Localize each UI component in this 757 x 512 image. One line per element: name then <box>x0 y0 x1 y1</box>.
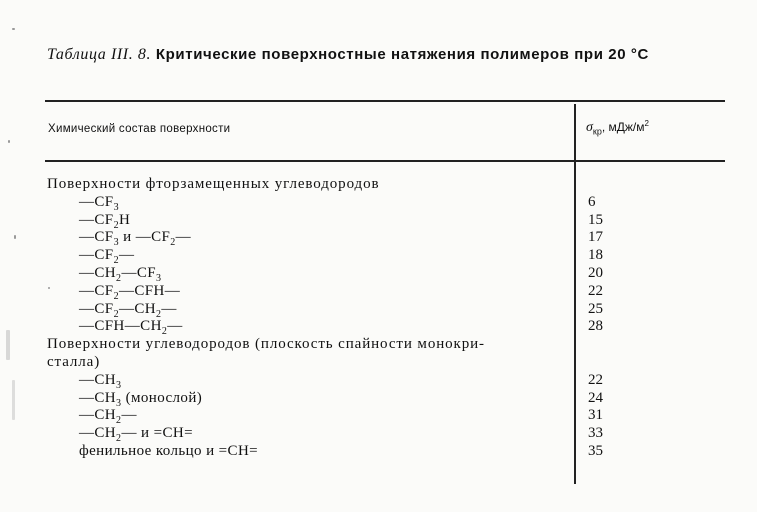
column-header-tension <box>586 119 649 136</box>
formula-subscript: 3 <box>113 237 119 249</box>
sigma-symbol: σ <box>586 120 593 135</box>
unit-text: , мДж/м <box>601 120 645 134</box>
tension-value: 17 <box>588 229 603 246</box>
composition-column <box>47 176 567 461</box>
composition-row <box>47 318 567 336</box>
tension-value: 35 <box>588 442 603 459</box>
formula-text: и —CF <box>118 229 171 246</box>
composition-row <box>47 301 567 319</box>
tension-value: 24 <box>588 389 603 406</box>
scan-speck <box>14 235 16 239</box>
formula-subscript: 2 <box>113 308 119 320</box>
composition-row <box>47 194 567 212</box>
tension-value <box>588 354 648 372</box>
formula-subscript: 2 <box>113 255 119 267</box>
formula-text: —CH <box>79 407 117 424</box>
scan-speck <box>8 140 10 143</box>
composition-row <box>47 425 567 443</box>
formula-text: —CF <box>79 300 114 317</box>
table-title: Критические поверхностные натяжения полимеров при 20 °C <box>155 46 649 63</box>
formula-subscript: 2 <box>170 237 176 249</box>
formula-subscript: 2 <box>161 326 168 338</box>
formula-subscript: 2 <box>116 415 122 427</box>
scan-speck <box>48 287 50 289</box>
tension-value: 18 <box>588 247 603 264</box>
tension-value: 20 <box>588 264 603 281</box>
formula-text: —CH <box>79 389 117 406</box>
table-caption <box>47 46 667 63</box>
values-column <box>588 176 648 461</box>
formula-text: сталла) <box>47 353 101 370</box>
formula-text: —CF <box>79 282 114 299</box>
scan-speck <box>12 380 15 420</box>
tension-value: 22 <box>588 282 603 299</box>
composition-row <box>47 372 567 390</box>
formula-text: Поверхности фторзамещенных углеводородов <box>47 176 380 192</box>
formula-subscript: 3 <box>116 397 122 409</box>
scan-speck <box>12 28 15 30</box>
formula-text: —CFH—CH <box>79 318 162 335</box>
column-divider <box>574 104 576 484</box>
tension-value <box>588 176 648 194</box>
formula-text: — <box>161 300 177 317</box>
formula-subscript: 2 <box>113 219 119 231</box>
table-number: Таблица III. 8. <box>47 46 152 63</box>
formula-text: (монослой) <box>121 389 203 406</box>
formula-text: —CF <box>121 264 157 281</box>
formula-text: —CH <box>79 425 117 442</box>
unit-power: 2 <box>644 119 649 128</box>
formula-subscript: 3 <box>156 272 162 284</box>
formula-text: — <box>118 247 135 264</box>
formula-text: — <box>175 229 192 246</box>
composition-row <box>47 283 567 301</box>
formula-subscript: 2 <box>116 433 122 445</box>
tension-value: 31 <box>588 407 603 424</box>
composition-row <box>47 265 567 283</box>
top-rule <box>45 100 725 102</box>
group-heading-row <box>47 176 567 194</box>
tension-value: 28 <box>588 318 603 335</box>
formula-subscript: 2 <box>116 272 122 284</box>
formula-text: —CH <box>79 371 117 388</box>
tension-value <box>588 336 648 354</box>
tension-value: 6 <box>588 193 596 210</box>
tension-value: 22 <box>588 371 603 388</box>
formula-text: —CF <box>79 247 114 264</box>
formula-text: —CF <box>79 193 114 210</box>
sigma-subscript: кр <box>592 126 602 137</box>
scan-speck <box>6 330 10 360</box>
group-heading-row <box>47 354 567 372</box>
formula-subscript: 2 <box>156 308 162 320</box>
formula-text: фенильное кольцо и =CH= <box>79 442 259 459</box>
formula-text: — <box>121 407 137 424</box>
column-header-composition: Химический состав поверхности <box>48 123 231 135</box>
group-heading-row <box>47 336 567 354</box>
composition-row <box>47 390 567 408</box>
formula-subscript: 3 <box>116 379 122 391</box>
formula-text: —CH <box>118 300 157 317</box>
composition-row <box>47 229 567 247</box>
formula-text: —CF <box>79 229 114 246</box>
header-rule <box>45 160 725 162</box>
tension-value: 33 <box>588 425 603 442</box>
tension-value: 15 <box>588 211 603 228</box>
composition-row <box>47 212 567 230</box>
composition-row <box>47 247 567 265</box>
composition-row <box>47 407 567 425</box>
formula-subscript: 3 <box>113 201 119 213</box>
formula-text: Поверхности углеводородов (плоскость спайности монокри- <box>47 336 485 353</box>
formula-text: —CFH— <box>118 282 181 299</box>
formula-text: H <box>118 211 131 228</box>
tension-value: 25 <box>588 300 603 317</box>
formula-subscript: 2 <box>113 290 119 302</box>
formula-text: — и =CH= <box>121 425 193 442</box>
composition-row <box>47 443 567 461</box>
formula-text: —CH <box>79 264 117 281</box>
formula-text: — <box>167 318 183 335</box>
formula-text: —CF <box>79 211 114 228</box>
